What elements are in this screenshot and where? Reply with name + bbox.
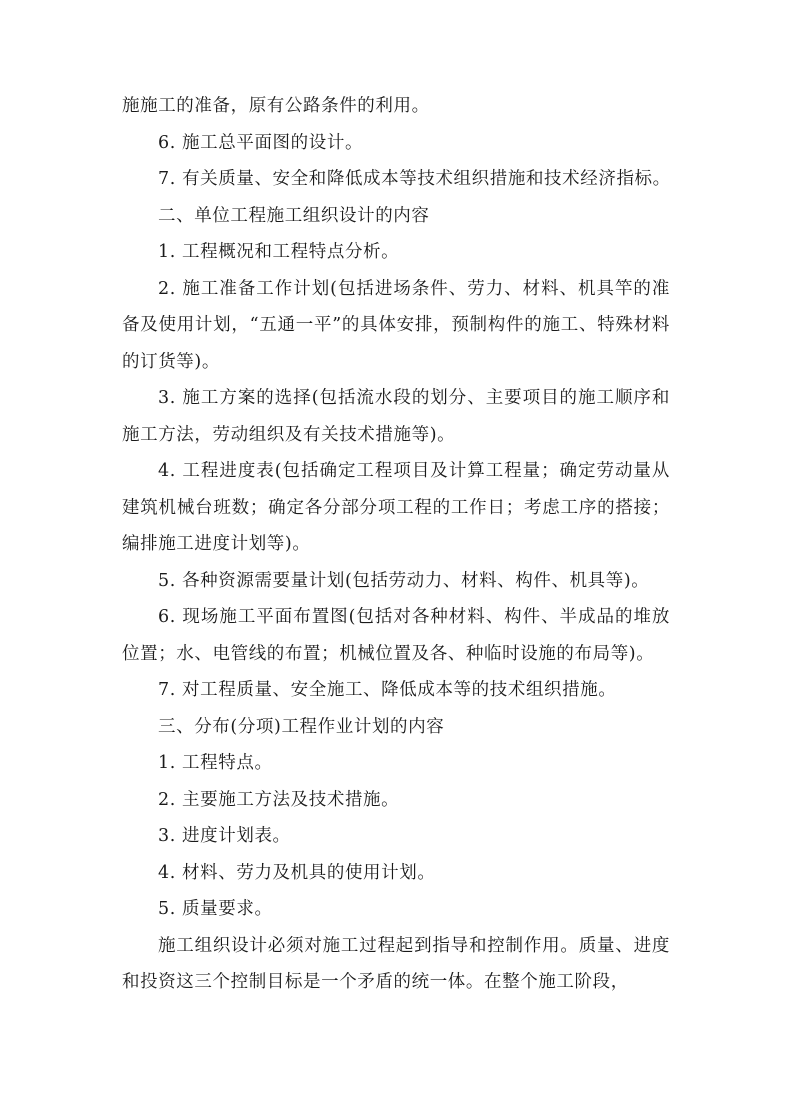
- list-item: 2. 施工准备工作计划(包括进场条件、劳力、材料、机具竿的准备及使用计划，“五通一平”的具体安排，预制构件的施工、特殊材料的订货等)。: [122, 278, 670, 372]
- list-item: 7. 对工程质量、安全施工、降低成本等的技术组织措施。: [158, 680, 617, 700]
- section-heading: 三、分布(分项)工程作业计划的内容: [158, 716, 445, 737]
- list-item: 4. 材料、劳力及机具的使用计划。: [158, 862, 436, 883]
- list-item: 5. 各种资源需要量计划(包括劳动力、材料、构件、机具等)。: [158, 570, 650, 591]
- list-item: 2. 主要施工方法及技术措施。: [158, 789, 400, 810]
- list-item: 1. 工程概况和工程特点分析。: [158, 242, 400, 262]
- list-item: 1. 工程特点。: [158, 753, 273, 773]
- list-item: 3. 进度计划表。: [158, 826, 291, 846]
- list-item: 6. 施工总平面图的设计。: [158, 132, 364, 153]
- list-item: 6. 现场施工平面布置图(包括对各种材料、构件、半成品的堆放位置；水、电管线的布置；机械位置及各、种临时设施的布局等)。: [122, 607, 670, 664]
- list-item: 3. 施工方案的选择(包括流水段的划分、主要项目的施工顺序和施工方法，劳动组织及有关技术措施等)。: [122, 388, 670, 445]
- section-heading: 二、单位工程施工组织设计的内容: [158, 205, 430, 226]
- paragraph-continuation: 施施工的准备，原有公路条件的利用。: [122, 96, 430, 116]
- list-item: 7. 有关质量、安全和降低成本等技术组织措施和技术经济指标。: [158, 169, 671, 189]
- list-item: 4. 工程进度表(包括确定工程项目及计算工程量；确定劳动量从建筑机械台班数；确定各分部分项工程的工作日；考虑工序的搭接；编排施工进度计划等)。: [122, 461, 670, 554]
- document-body: [122, 88, 670, 1001]
- body-paragraph: 施工组织设计必须对施工过程起到指导和控制作用。质量、进度和投资这三个控制目标是一个矛盾的统一体。在整个施工阶段，: [122, 935, 670, 992]
- list-item: 5. 质量要求。: [158, 899, 273, 919]
